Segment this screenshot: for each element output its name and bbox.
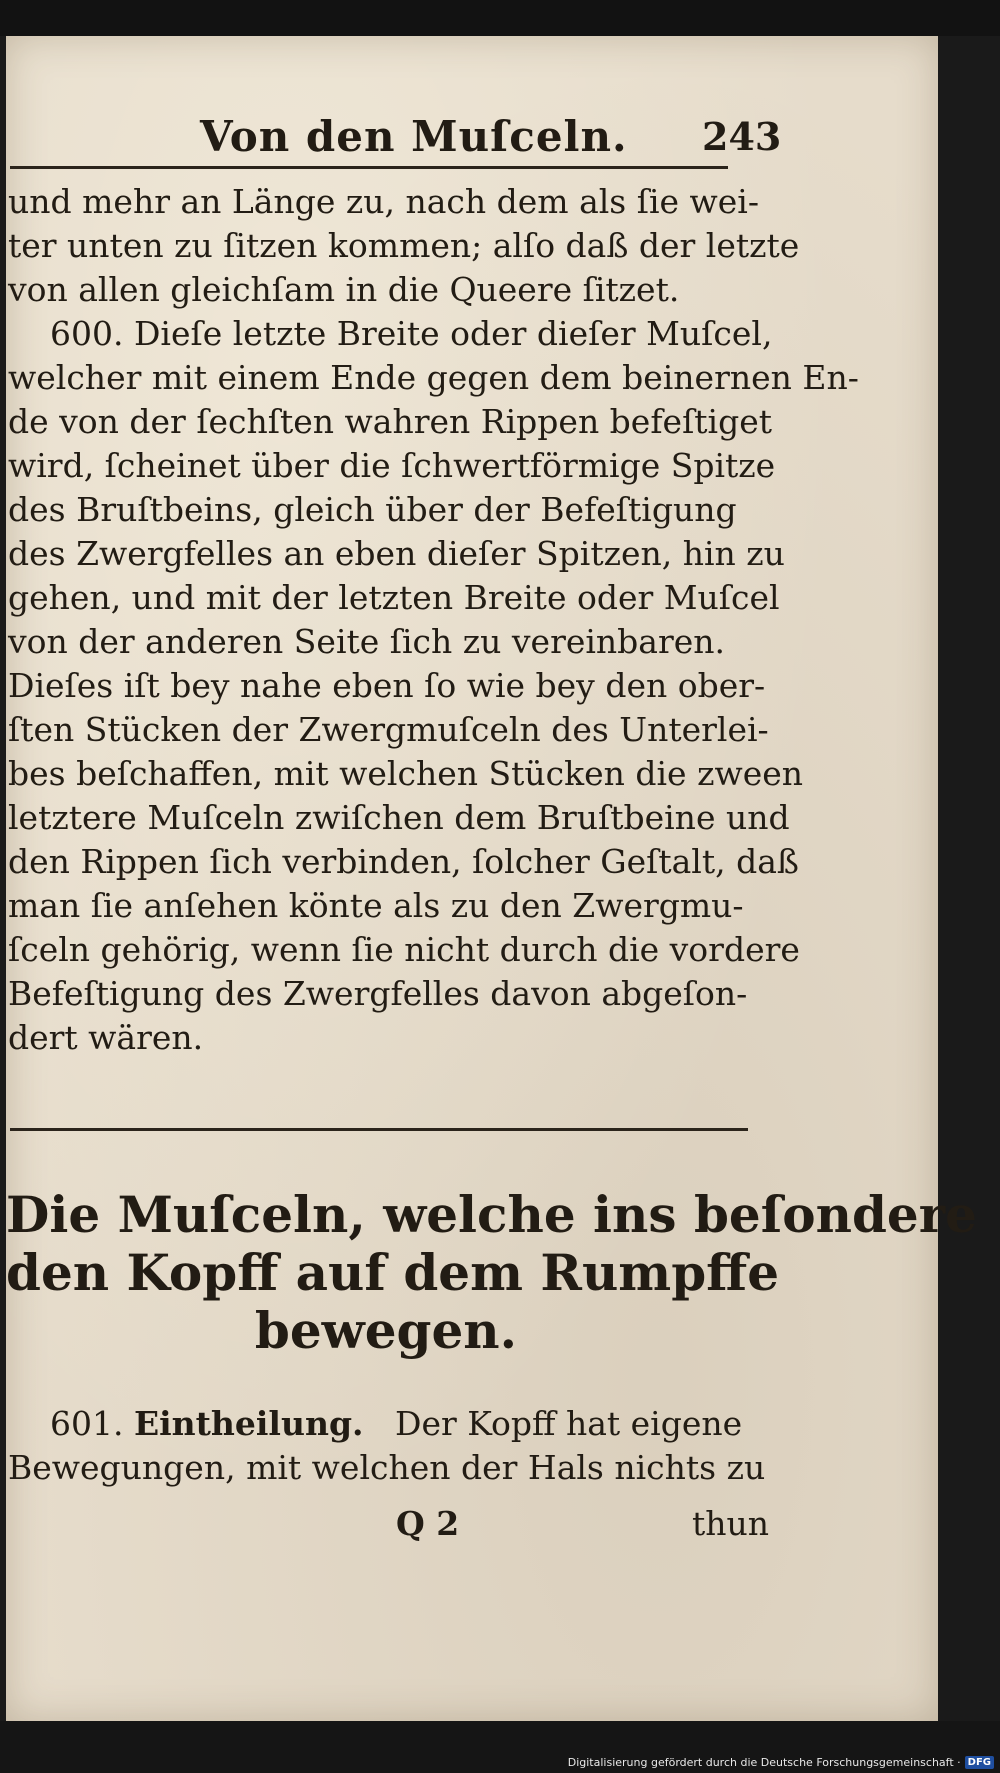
text-line: des Bruſtbeins, gleich über der Befeſtigung [8,490,737,529]
text-line: gehen, und mit der letzten Breite oder Muſcel [8,578,780,617]
text-line: de von der ſechſten wahren Rippen befeſtiget [8,402,773,441]
paragraph-title: Eintheilung. [133,1404,364,1443]
paragraph-text: Der Kopff hat eigene [395,1404,743,1443]
text-line: ſten Stücken der Zwergmuſceln des Unterlei- [8,710,769,749]
header-rule [10,166,728,169]
paragraph-number: 601. [50,1404,124,1443]
text-line: Dieſes iſt bey nahe eben ſo wie bey den ober- [8,666,766,705]
heading-line: bewegen. [254,1301,518,1360]
text-line: von allen gleichſam in die Queere ſitzet. [8,270,680,309]
paragraph-600 [8,180,859,1060]
text-line: Befeſtigung des Zwergfelles davon abgeſon- [8,974,748,1013]
text-line: dert wären. [8,1018,204,1057]
text-line: welcher mit einem Ende gegen dem beinernen En- [8,358,859,397]
text-line: Bewegungen, mit welchen der Hals nichts zu [8,1448,766,1487]
page-footer [8,1490,770,1543]
digitization-credit [568,1756,994,1769]
text-line: ſceln gehörig, wenn ſie nicht durch die vordere [8,930,800,969]
scan-background-top [0,0,1000,36]
section-heading [6,1185,977,1360]
text-line: und mehr an Länge zu, nach dem als ſie wei- [8,182,759,221]
text-line: den Rippen ſich verbinden, ſolcher Geſtalt, daß [8,842,799,881]
text-line: von der anderen Seite ſich zu vereinbaren. [8,622,726,661]
book-page [6,36,977,1721]
running-head-title: Von den Muſceln. [200,112,628,161]
page-number: 243 [702,114,782,159]
text-line: des Zwergfelles an eben dieſer Spitzen, hin zu [8,534,785,573]
section-rule [10,1128,748,1131]
running-head [6,96,782,176]
text-line: ter unten zu ſitzen kommen; alſo daß der letzte [8,226,800,265]
heading-line: Die Muſceln, welche ins beſondere [6,1185,977,1244]
text-line: letztere Muſceln zwiſchen dem Bruſtbeine und [8,798,790,837]
text-line: bes beſchaffen, mit welchen Stücken die zween [8,754,804,793]
paragraph-601 [8,1402,770,1543]
text-line [8,1402,768,1446]
text-line: wird, ſcheinet über die ſchwertförmige Spitze [8,446,776,485]
scan-background-bottom [0,1721,1000,1773]
text-line: 600. Dieſe letzte Breite oder dieſer Muſcel, [50,314,773,353]
credit-text: Digitalisierung gefördert durch die Deutsche Forschungsgemeinschaft · [567,1756,961,1769]
heading-line: den Kopff auf dem Rumpffe [6,1243,780,1302]
signature-mark: Q 2 [396,1504,460,1543]
dfg-logo-icon: DFG [965,1756,994,1769]
catchword: thun [692,1504,770,1543]
text-line: man ſie anſehen könte als zu den Zwergmu- [8,886,744,925]
